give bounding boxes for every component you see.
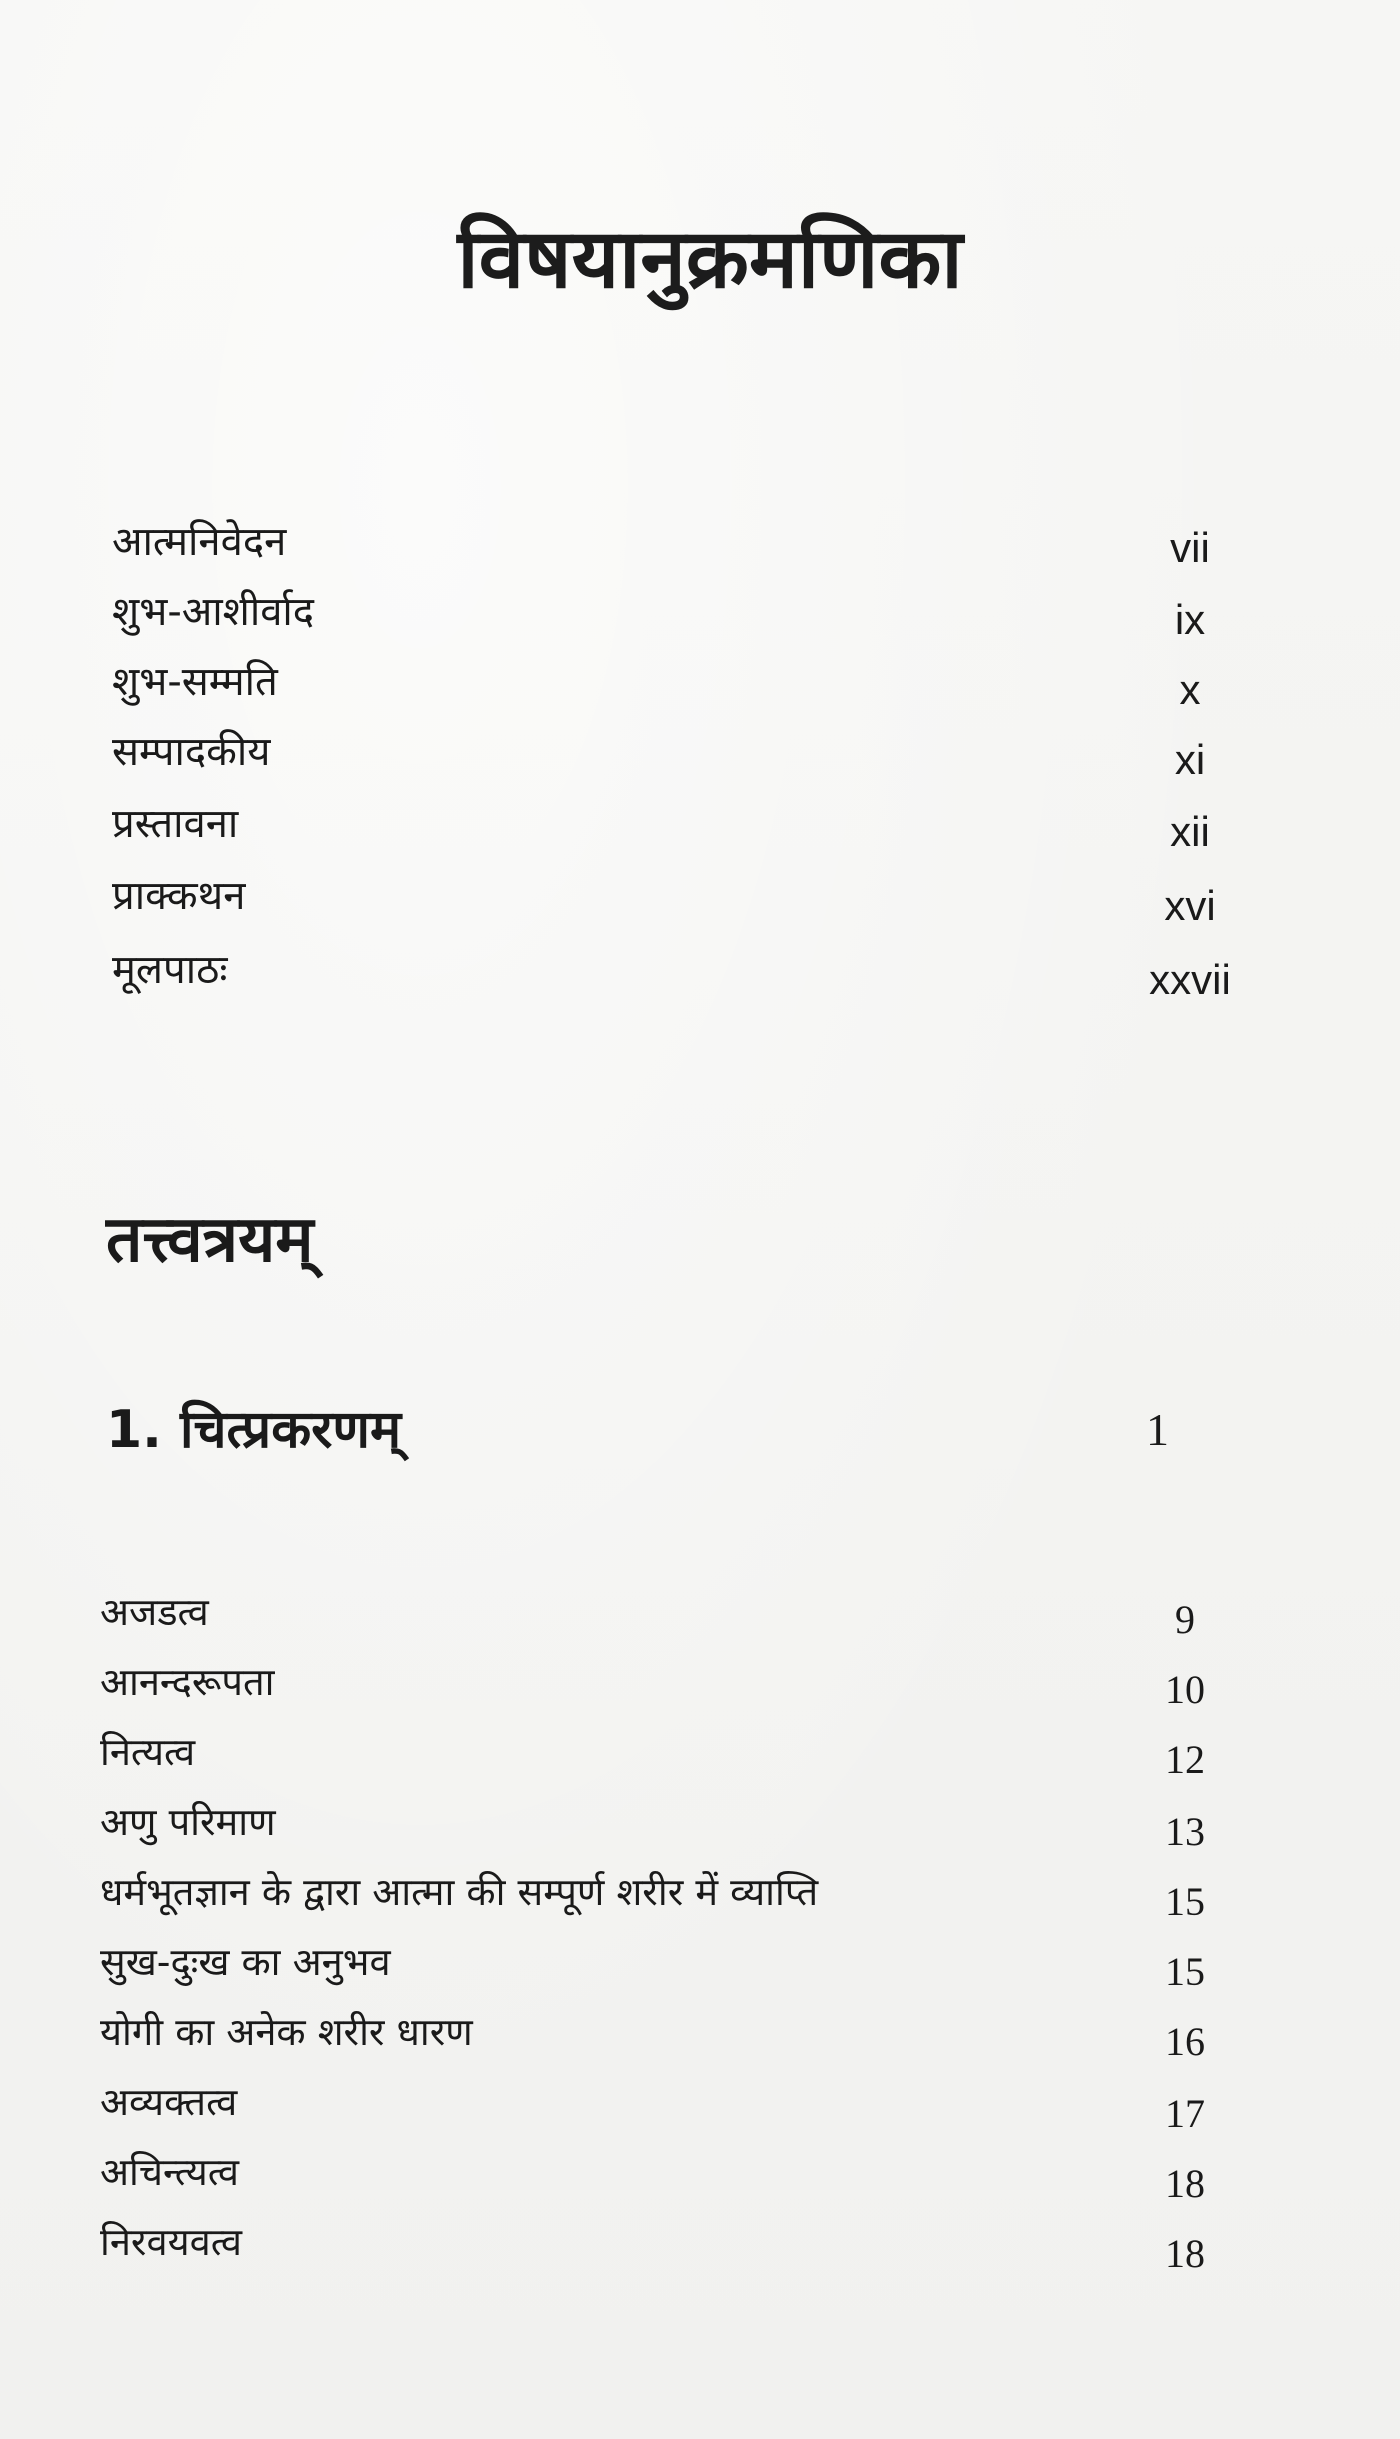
toc-sub-entry-page: 12 <box>1165 1737 1205 1782</box>
toc-entry <box>0 724 1400 784</box>
toc-entry-page: x <box>1179 666 1201 713</box>
toc-sub-entry-label: सुख-दुःख का अनुभव <box>100 1940 391 1984</box>
toc-entry <box>0 514 1400 574</box>
section-title: तत्त्वत्रयम् <box>106 1203 314 1277</box>
toc-sub-entry <box>0 1724 1400 1784</box>
chapter-page: 1 <box>1146 1404 1169 1455</box>
toc-sub-entry-page: 10 <box>1165 1667 1205 1712</box>
toc-sub-entry-label: धर्मभूतज्ञान के द्वारा आत्मा की सम्पूर्ण शरीर में व्याप्ति <box>100 1870 819 1914</box>
toc-sub-entry <box>0 1794 1400 1854</box>
toc-sub-entry-page: 18 <box>1165 2231 1205 2276</box>
toc-entry-page: xvi <box>1164 882 1216 929</box>
toc-sub-entry-page: 15 <box>1165 1949 1205 1994</box>
toc-entry <box>0 868 1400 928</box>
toc-entry <box>0 584 1400 644</box>
toc-sub-entry-label: अव्यक्तत्व <box>100 2080 238 2124</box>
toc-sub-entry-page: 9 <box>1175 1597 1195 1642</box>
toc-entry <box>0 942 1400 1002</box>
toc-sub-entry-label: नित्यत्व <box>100 1730 196 1774</box>
toc-sub-entry-page: 16 <box>1165 2019 1205 2064</box>
toc-sub-entry <box>0 1654 1400 1714</box>
toc-sub-entry-label: अचिन्त्यत्व <box>100 2150 240 2194</box>
toc-sub-entry <box>0 1864 1400 1924</box>
toc-sub-entry-label: अजडत्व <box>100 1590 209 1634</box>
toc-entry-label: शुभ-सम्मति <box>112 659 278 705</box>
toc-entry-page: xi <box>1174 736 1206 783</box>
toc-entry-page: xii <box>1170 808 1210 855</box>
toc-entry <box>0 654 1400 714</box>
toc-entry <box>0 796 1400 856</box>
toc-entry-page: xxvii <box>1149 956 1231 1003</box>
toc-sub-entry-page: 15 <box>1165 1879 1205 1924</box>
toc-entry-label: शुभ-आशीर्वाद <box>112 589 315 635</box>
toc-entry-label: सम्पादकीय <box>112 729 271 775</box>
toc-sub-entry-label: योगी का अनेक शरीर धारण <box>100 2010 473 2054</box>
toc-sub-entry <box>0 2004 1400 2064</box>
chapter-entry <box>106 1392 1306 1472</box>
page-title: विषयानुक्रमणिका <box>457 212 963 307</box>
toc-sub-entry-page: 18 <box>1165 2161 1205 2206</box>
toc-entry-label: प्राक्कथन <box>112 873 246 919</box>
toc-sub-entry-label: अणु परिमाण <box>100 1800 276 1844</box>
toc-sub-entry-label: निरवयवत्व <box>100 2220 242 2264</box>
toc-sub-entry <box>0 2144 1400 2204</box>
toc-sub-entry-page: 17 <box>1165 2091 1205 2136</box>
toc-entry-page: vii <box>1170 524 1210 571</box>
toc-entry-label: आत्मनिवेदन <box>112 519 287 565</box>
toc-entry-page: ix <box>1174 596 1206 643</box>
toc-sub-entry <box>0 1934 1400 1994</box>
chapter-label: 1. चित्प्रकरणम् <box>106 1400 402 1460</box>
toc-sub-entry-page: 13 <box>1165 1809 1205 1854</box>
toc-entry-label: प्रस्तावना <box>112 801 239 847</box>
toc-sub-entry <box>0 2214 1400 2274</box>
toc-sub-entry-label: आनन्दरूपता <box>100 1660 275 1704</box>
toc-entry-label: मूलपाठः <box>112 947 228 993</box>
toc-sub-entry <box>0 1584 1400 1644</box>
toc-sub-entry <box>0 2074 1400 2134</box>
